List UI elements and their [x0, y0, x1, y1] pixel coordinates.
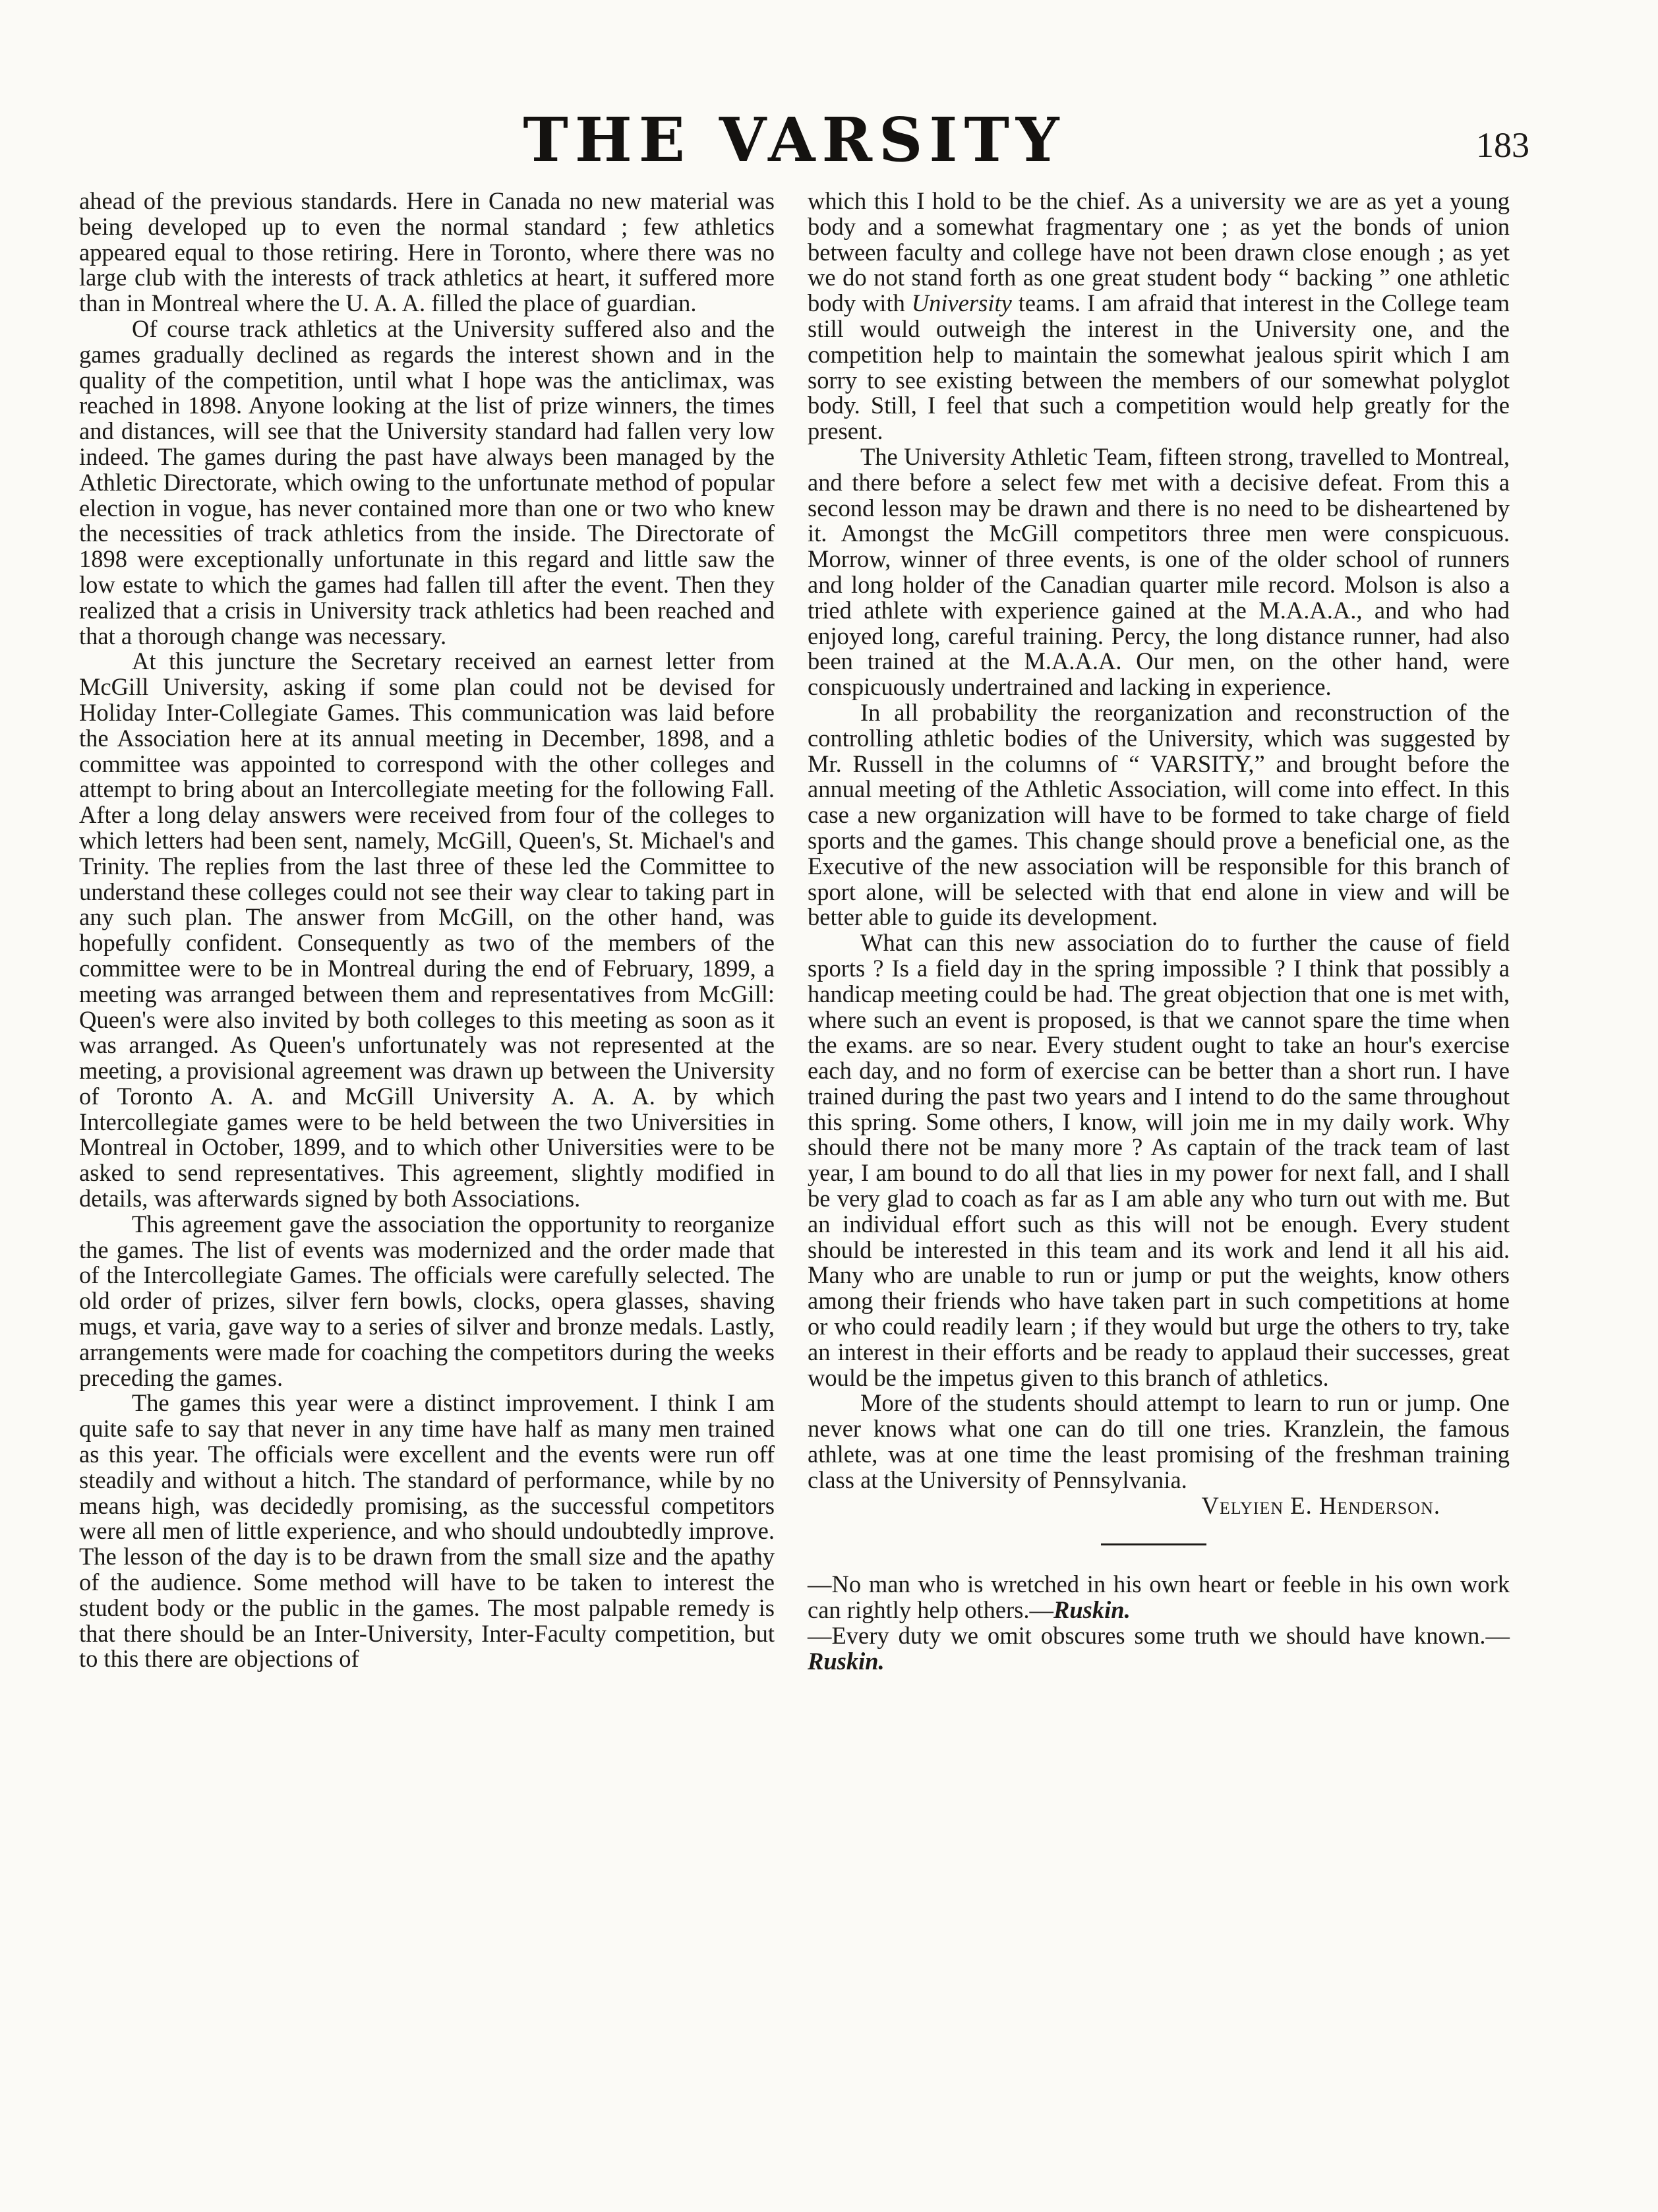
article-paragraph: Of course track athletics at the University suffered also and the games gradually declined as regards the interest shown and in the quality of the competition, until what I hope was the anticlimax, was reached in 1898. Anyone looking at the list of prize winners, the times and distances, will see that the University standard had fallen very low indeed. The games during the past have always been managed by the Athletic Directorate, which owing to the unfortunate method of popular election in vogue, has never contained more than one or two who knew the necessities of track athletics from the inside. The Directorate of 1898 were exceptionally unfortunate in this regard and little saw the low estate to which the games had fallen till after the event. Then they realized that a crisis in University track athletics had been reached and that a thorough change was necessary. — [79, 314, 775, 649]
emphasized-word: University — [911, 289, 1012, 317]
article-paragraph: What can this new association do to further the cause of field sports ? Is a field day in the spring impossible ? I think that possibly a handicap meeting could be had. The great objection that one is met with, where such an event is proposed, is that we cannot spare the time when the exams. are so near. Every student ought to take an hour's exercise each day, and no form of exercise can be better than a short run. I have trained during the past two years and I intend to do the same throughout this spring. Some others, I know, will join me in my daily work. Why should there not be many more ? As captain of the track team of last year, I am bound to do all that lies in my power for next fall, and I shall be very glad to coach as far as I am able any who turn out with me. But an individual effort such as this will not be enough. Every student should be interested in this team and its work and lend it all his aid. Many who are unable to run or jump or put the weights, know others among their friends who have taken part in such competitions at home or who could readily learn ; if they would but urge the others to try, take an interest in their efforts and be ready to applaud their successes, great would be the impetus given to this branch of athletics. — [808, 929, 1510, 1391]
article-paragraph: At this juncture the Secretary received an earnest letter from McGill University, asking if some plan could not be devised for Holiday Inter-Collegiate Games. This communication was laid before the Association here at its annual meeting in December, 1898, and a committee was appointed to correspond with the other colleges and attempt to bring about an Intercollegiate meeting for the following Fall. After a long delay answers were received from four of the colleges to which letters had been sent, namely, McGill, Queen's, St. Michael's and Trinity. The replies from the last three of these led the Committee to understand these colleges could not see their way clear to taking part in any such plan. The answer from McGill, on the other hand, was hopefully confident. Consequently as two of the members of the committee were to be in Montreal during the end of February, 1899, a meeting was arranged between them and representatives from McGill: Queen's were also invited by both colleges to this meeting as soon as it was arranged. As Queen's unfortunately was not represented at the meeting, a provisional agreement was drawn up between the University of Toronto A. A. and McGill University A. A. A. by which Intercollegiate games were to be held between the two Universities in Montreal in October, 1899, and to which other Universities were to be asked to send representatives. This agreement, slightly modified in details, was afterwards signed by both Associations. — [79, 647, 775, 1212]
quotation — [808, 1572, 1510, 1623]
masthead-title: THE VARSITY — [523, 104, 1066, 175]
article-paragraph: The games this year were a distinct improvement. I think I am quite safe to say that never in any time have half as many men trained as this year. The officials were excellent and the events were run off steadily and without a hitch. The standard of performance, while by no means high, was decidedly promising, as the successful competitors were all men of little experience, and who should undoubtedly improve. The lesson of the day is to be drawn from the small size and the apathy of the audience. Some method will have to be taken to interest the student body or the public in the games. The most palpable remedy is that there should be an Inter-University, Inter-Faculty competition, but to this there are objections of — [79, 1389, 775, 1673]
author-signature: Velyien E. Henderson. — [1201, 1491, 1440, 1519]
quote-author: Ruskin. — [1053, 1596, 1131, 1624]
quotation — [808, 1623, 1510, 1675]
paragraph-text: teams. I am afraid that interest in the College team still would outweigh the interest in the University one, and the competition help to maintain the somewhat jealous spirit which I am sorry to see existing between the members of our somewhat polyglot body. Still, I feel that such a competition would help greatly for the present. — [808, 289, 1510, 445]
quote-text: —No man who is wretched in his own heart or feeble in his own work can rightly help others.— — [808, 1570, 1510, 1624]
article-paragraph: ahead of the previous standards. Here in Canada no new material was being developed up to even the normal standard ; few athletics appeared equal to those retiring. Here in Toronto, where there was no large club with the interests of track athletics at heart, it suffered more than in Montreal where the U. A. A. filled the place of guardian. — [79, 187, 775, 317]
left-column — [79, 189, 775, 1672]
paragraph-text: which this I hold to be the chief. As a university we are as yet a young body and a somewhat fragmentary one ; as yet the bonds of union between faculty and college have not been drawn close enough ; as yet we do not stand forth as one great student body “ backing ” one athletic body with — [808, 187, 1510, 317]
quote-author: Ruskin. — [808, 1647, 885, 1675]
section-divider — [1101, 1543, 1206, 1545]
article-paragraph: The University Athletic Team, fifteen strong, travelled to Montreal, and there before a select few met with a decisive defeat. From this a second lesson may be drawn and there is no need to be disheartened by it. Amongst the McGill competitors three men were conspicuous. Morrow, winner of three events, is one of the older school of runners and long holder of the Canadian quarter mile record. Molson is also a tried athlete with experience gained at the M.A.A.A., and who had enjoyed long, careful training. Percy, the long distance runner, had also been trained at the M.A.A.A. Our men, on the other hand, were conspicuously undertrained and lacking in experience. — [808, 442, 1510, 701]
article-paragraph: More of the students should attempt to learn to run or jump. One never knows what one can do till one tries. Kranzlein, the famous athlete, was at one time the least promising of the freshman training class at the University of Pennsylvania. — [808, 1389, 1510, 1493]
article-paragraph: In all probability the reorganization and reconstruction of the controlling athletic bodies of the University, which was suggested by Mr. Russell in the columns of “ VARSITY,” and brought before the annual meeting of the Athletic Association, will come into effect. In this case a new organization will have to be formed to take charge of field sports and the games. This change should prove a beneficial one, as the Executive of the new association will be responsible for this branch of sport alone, will be selected with that end alone in view and will be better able to guide its development. — [808, 698, 1510, 931]
page-number: 183 — [1476, 125, 1529, 165]
article-paragraph: This agreement gave the association the opportunity to reorganize the games. The list of events was modernized and the order made that of the Intercollegiate Games. The officials were carefully selected. The old order of prizes, silver fern bowls, clocks, opera glasses, shaving mugs, et varia, gave way to a series of silver and bronze medals. Lastly, arrangements were made for coaching the competitors during the weeks preceding the games. — [79, 1210, 775, 1391]
article-paragraph — [808, 189, 1510, 444]
right-column — [808, 189, 1510, 1675]
quote-text: —Every duty we omit obscures some truth we should have known.— — [808, 1622, 1510, 1650]
